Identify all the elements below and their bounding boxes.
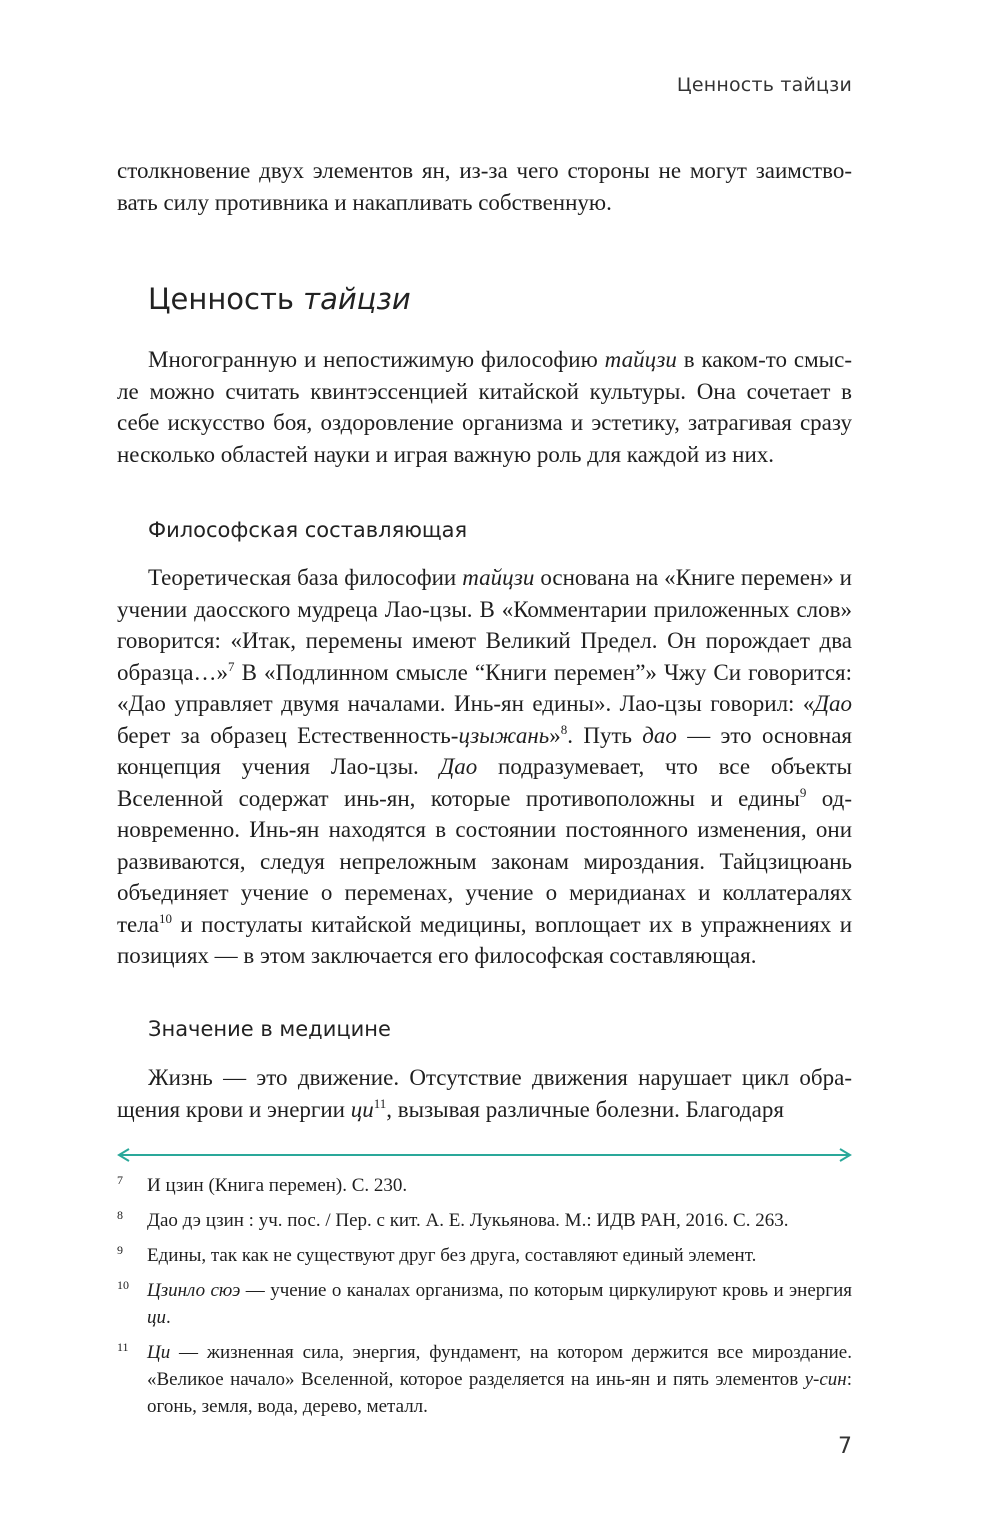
section-title-italic: тайцзи — [303, 282, 411, 316]
footnote — [117, 1277, 852, 1331]
footnote-text: И цзин (Книга перемен). С. 230. — [147, 1175, 408, 1196]
text-run: основана на «Книге перемен» и учении даосского мудреца Лао-цзы. В «Комментарии приложенных слов» говорится: «Итак, перемены имеют Великий Предел. Он порождает два образца…» — [117, 565, 852, 685]
footnote-ref: 10 — [158, 910, 172, 926]
footnote — [117, 1339, 852, 1420]
italic-term: тайцзи — [604, 347, 677, 372]
text-run: берет за образец Естественность- — [117, 722, 459, 748]
text-run: в каком-то смысле можно считать квинтэссенцией китайской культуры. Она сочетает в себе искусство боя, оздоровление организма и эстетику, затрагивая сразу несколько областей науки и играя важную роль для каждой из них. — [117, 347, 852, 467]
footnote-text: : огонь, земля, вода, дерево, металл. — [147, 1369, 852, 1417]
text-run: подразумевает, что все объекты Вселенной содержат инь-ян, которые противоположны и едины — [117, 754, 852, 811]
footnote-text: Едины, так как не существуют друг без друга, составляют единый элемент. — [147, 1245, 757, 1266]
text-run: . Путь — [567, 722, 643, 748]
footnote-number: 9 — [117, 1243, 123, 1257]
footnote-italic-term: Цзинло сюэ — [147, 1280, 241, 1301]
subsection-title-philosophy: Философская составляющая — [148, 518, 468, 542]
footnote-number: 8 — [117, 1208, 123, 1222]
footnote — [117, 1242, 852, 1269]
text-run: одновременно. Инь-ян находятся в состоянии постоянного изменения, они развиваются, следуя непреложным законам мироздания. Тайцзицюань объединяет учение о переменах, учение о меридианах и коллатералях тела — [117, 785, 852, 937]
running-head: Ценность тайцзи — [676, 74, 852, 96]
italic-term: Дао — [814, 691, 852, 716]
footnote-text: — жизненная сила, энергия, фундамент, на котором держится все мироздание. «Великое начало» Вселенной, которое разделяется на инь-ян и пять элементов — [147, 1342, 852, 1390]
footnote-italic-term: Ци — [147, 1342, 171, 1363]
footnote-ref: 8 — [560, 721, 568, 737]
section-title — [148, 282, 411, 316]
text-run: » — [549, 722, 561, 748]
text-run: — это основная концепция учения Лао-цзы. — [117, 722, 853, 779]
italic-term: цзыжань — [458, 722, 550, 748]
footnote-text: . — [166, 1307, 171, 1328]
footnote-italic-term: ци — [147, 1307, 166, 1328]
footnote-ref: 7 — [228, 658, 235, 674]
footnote — [117, 1172, 852, 1199]
intro-paragraph — [117, 344, 852, 470]
footnote-number: 7 — [117, 1173, 123, 1187]
italic-term: Дао — [439, 754, 478, 779]
footnote — [117, 1207, 852, 1234]
footnote-number: 11 — [117, 1340, 129, 1354]
italic-term: ци — [350, 1096, 374, 1122]
text-run: В «Подлинном смысле “Книги перемен”» Чжу Си говорится: «Дао управляет двумя началами. Инь-ян едины». Лао-цзы говорил: « — [117, 659, 852, 716]
footnotes — [117, 1172, 852, 1428]
section-title-prefix: Ценность — [148, 282, 304, 316]
text-run: , вызывая различные болезни. Благодаря — [386, 1096, 784, 1122]
subsection-title-medicine: Значение в медицине — [148, 1017, 391, 1041]
medicine-paragraph — [117, 1062, 852, 1125]
page-number: 7 — [838, 1434, 852, 1459]
opening-paragraph: столкновение двух элементов ян, из-за чего стороны не могут заимствовать силу противника и накапливать собственную. — [117, 158, 852, 215]
footnote-divider — [117, 1144, 852, 1166]
italic-term: тайцзи — [462, 565, 535, 590]
text-run: Теоретическая база философии — [148, 565, 463, 590]
philosophy-paragraph — [117, 562, 852, 972]
footnote-text: — учение о каналах организма, по которым циркулируют кровь и энергия — [240, 1280, 852, 1301]
text-run: и постулаты китайской медицины, воплощает их в упражнениях и позициях — в этом заключается его философская составляющая. — [117, 911, 852, 968]
footnote-number: 10 — [117, 1278, 129, 1292]
italic-term: дао — [642, 722, 677, 748]
footnote-italic-term: у-син — [804, 1369, 847, 1390]
text-run: Жизнь — это движение. Отсутствие движения нарушает цикл обращения крови и энергии — [117, 1065, 852, 1122]
footnote-ref: 11 — [373, 1095, 387, 1111]
text-run: Многогранную и непостижимую философию — [148, 347, 605, 372]
footnote-ref: 9 — [799, 784, 807, 800]
footnote-text: Дао дэ цзин : уч. пос. / Пер. с кит. А. Е. Лукьянова. М.: ИДВ РАН, 2016. С. 263. — [147, 1210, 789, 1231]
